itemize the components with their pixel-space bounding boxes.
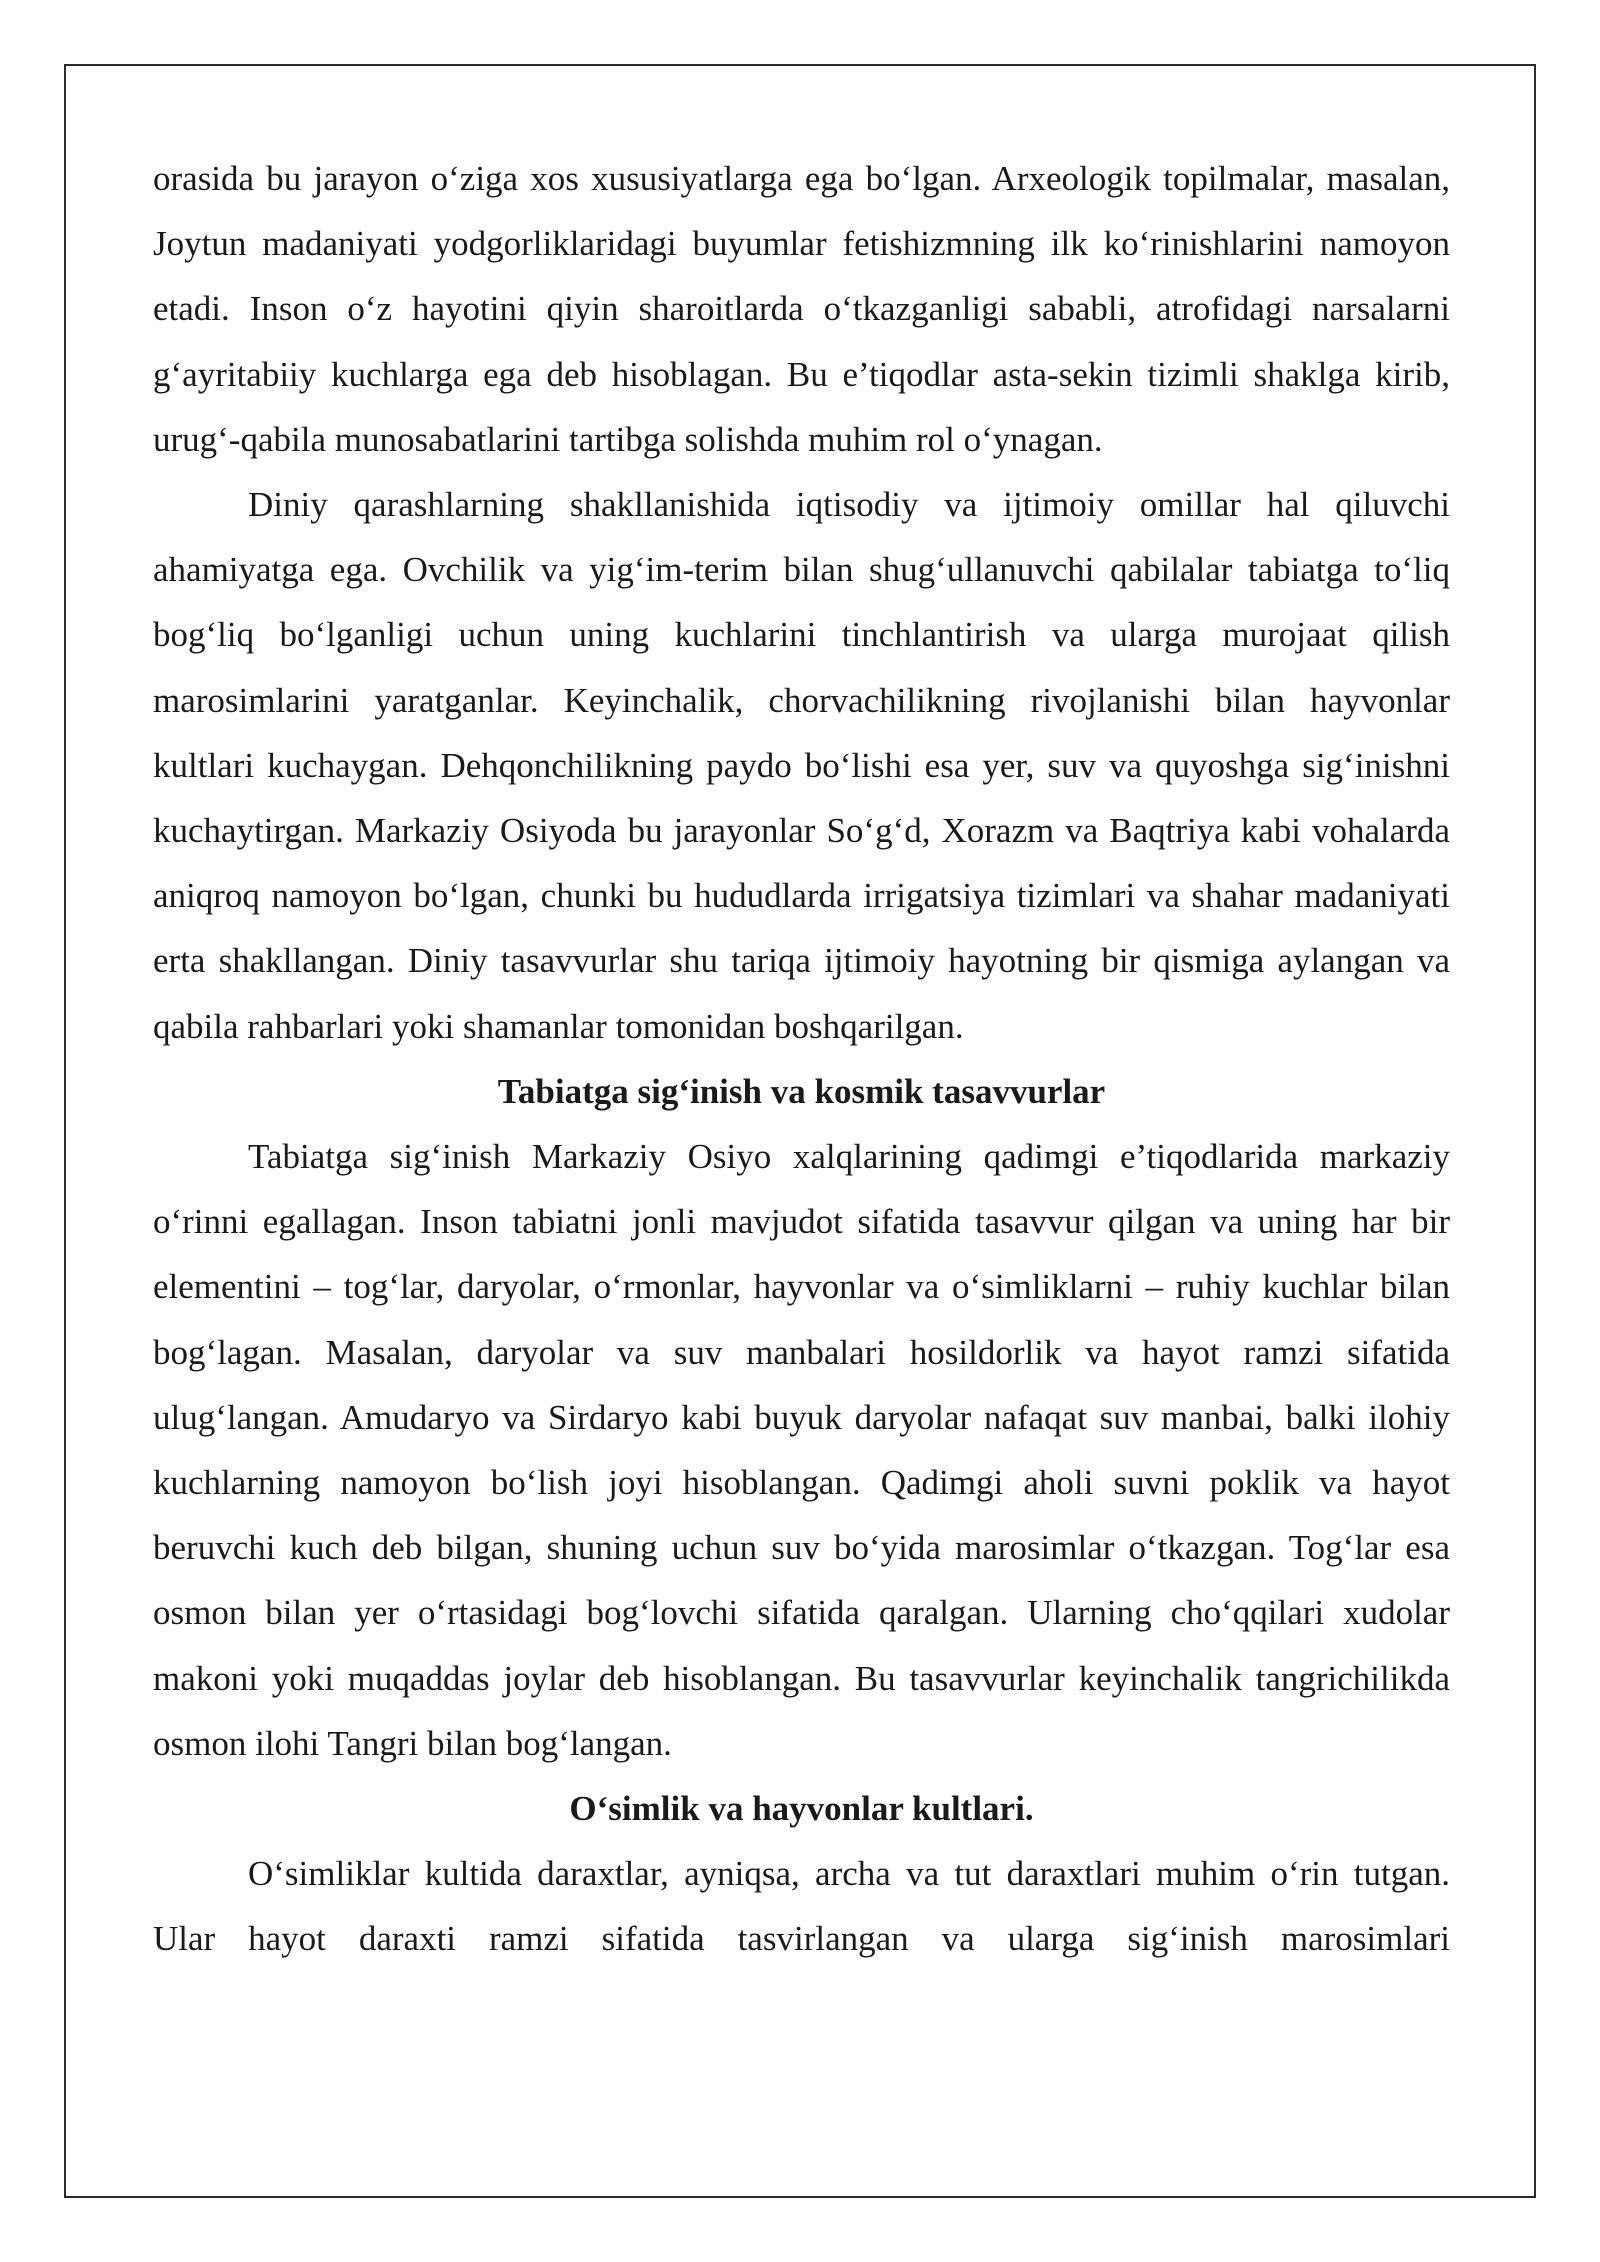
paragraph-plant-cults: O‘simliklar kultida daraxtlar, ayniqsa, archa va tut daraxtlari muhim o‘rin tutgan. Ular hayot daraxti ramzi sifatida tasvirlangan va ularga sig‘inish marosimlari xyxy=(153,1854,1450,1959)
document-body xyxy=(153,146,1450,1972)
section-heading-nature-worship: Tabiatga sig‘inish va kosmik tasavvurlar xyxy=(497,1071,1106,1111)
section-heading-plant-animal-cults: O‘simlik va hayvonlar kultlari. xyxy=(569,1789,1034,1829)
paragraph-continuation: orasida bu jarayon o‘ziga xos xususiyatlarga ega bo‘lgan. Arxeologik topilmalar, masalan, Joytun madaniyati yodgorliklaridagi buyumlar fetishizmning ilk ko‘rinishlarini namoyon etadi. Inson o‘z hayotini qiyin sharoitlarda o‘tkazganligi sababli, atrofidagi narsalarni g‘ayritabiiy kuchlarga ega deb hisoblagan. Bu e’tiqodlar asta-sekin tizimli shaklga kirib, urug‘-qabila munosabatlarini tartibga solishda muhim rol o‘ynagan. xyxy=(153,159,1450,459)
paragraph-religious-views: Diniy qarashlarning shakllanishida iqtisodiy va ijtimoiy omillar hal qiluvchi ahamiyatga ega. Ovchilik va yig‘im-terim bilan shug‘ullanuvchi qabilalar tabiatga to‘liq bog‘liq bo‘lganligi uchun uning kuchlarini tinchlantirish va ularga murojaat qilish marosimlarini yaratganlar. Keyinchalik, chorvachilikning rivojlanishi bilan hayvonlar kultlari kuchaygan. Dehqonchilikning paydo bo‘lishi esa yer, suv va quyoshga sig‘inishni kuchaytirgan. Markaziy Osiyoda bu jarayonlar So‘g‘d, Xorazm va Baqtriya kabi vohalarda aniqroq namoyon bo‘lgan, chunki bu hududlarda irrigatsiya tizimlari va shahar madaniyati erta shakllangan. Diniy tasavvurlar shu tariqa ijtimoiy hayotning bir qismiga aylangan va qabila rahbarlari yoki shamanlar tomonidan boshqarilgan. xyxy=(153,485,1450,1046)
paragraph-nature-worship: Tabiatga sig‘inish Markaziy Osiyo xalqlarining qadimgi e’tiqodlarida markaziy o‘rinni egallagan. Inson tabiatni jonli mavjudot sifatida tasavvur qilgan va uning har bir elementini – tog‘lar, daryolar, o‘rmonlar, hayvonlar va o‘simliklarni – ruhiy kuchlar bilan bog‘lagan. Masalan, daryolar va suv manbalari hosildorlik va hayot ramzi sifatida ulug‘langan. Amudaryo va Sirdaryo kabi buyuk daryolar nafaqat suv manbai, balki ilohiy kuchlarning namoyon bo‘lish joyi hisoblangan. Qadimgi aholi suvni poklik va hayot beruvchi kuch deb bilgan, shuning uchun suv bo‘yida marosimlar o‘tkazgan. Tog‘lar esa osmon bilan yer o‘rtasidagi bog‘lovchi sifatida qaralgan. Ularning cho‘qqilari xudolar makoni yoki muqaddas joylar deb hisoblangan. Bu tasavvurlar keyinchalik tangrichilikda osmon ilohi Tangri bilan bog‘langan. xyxy=(153,1137,1450,1763)
